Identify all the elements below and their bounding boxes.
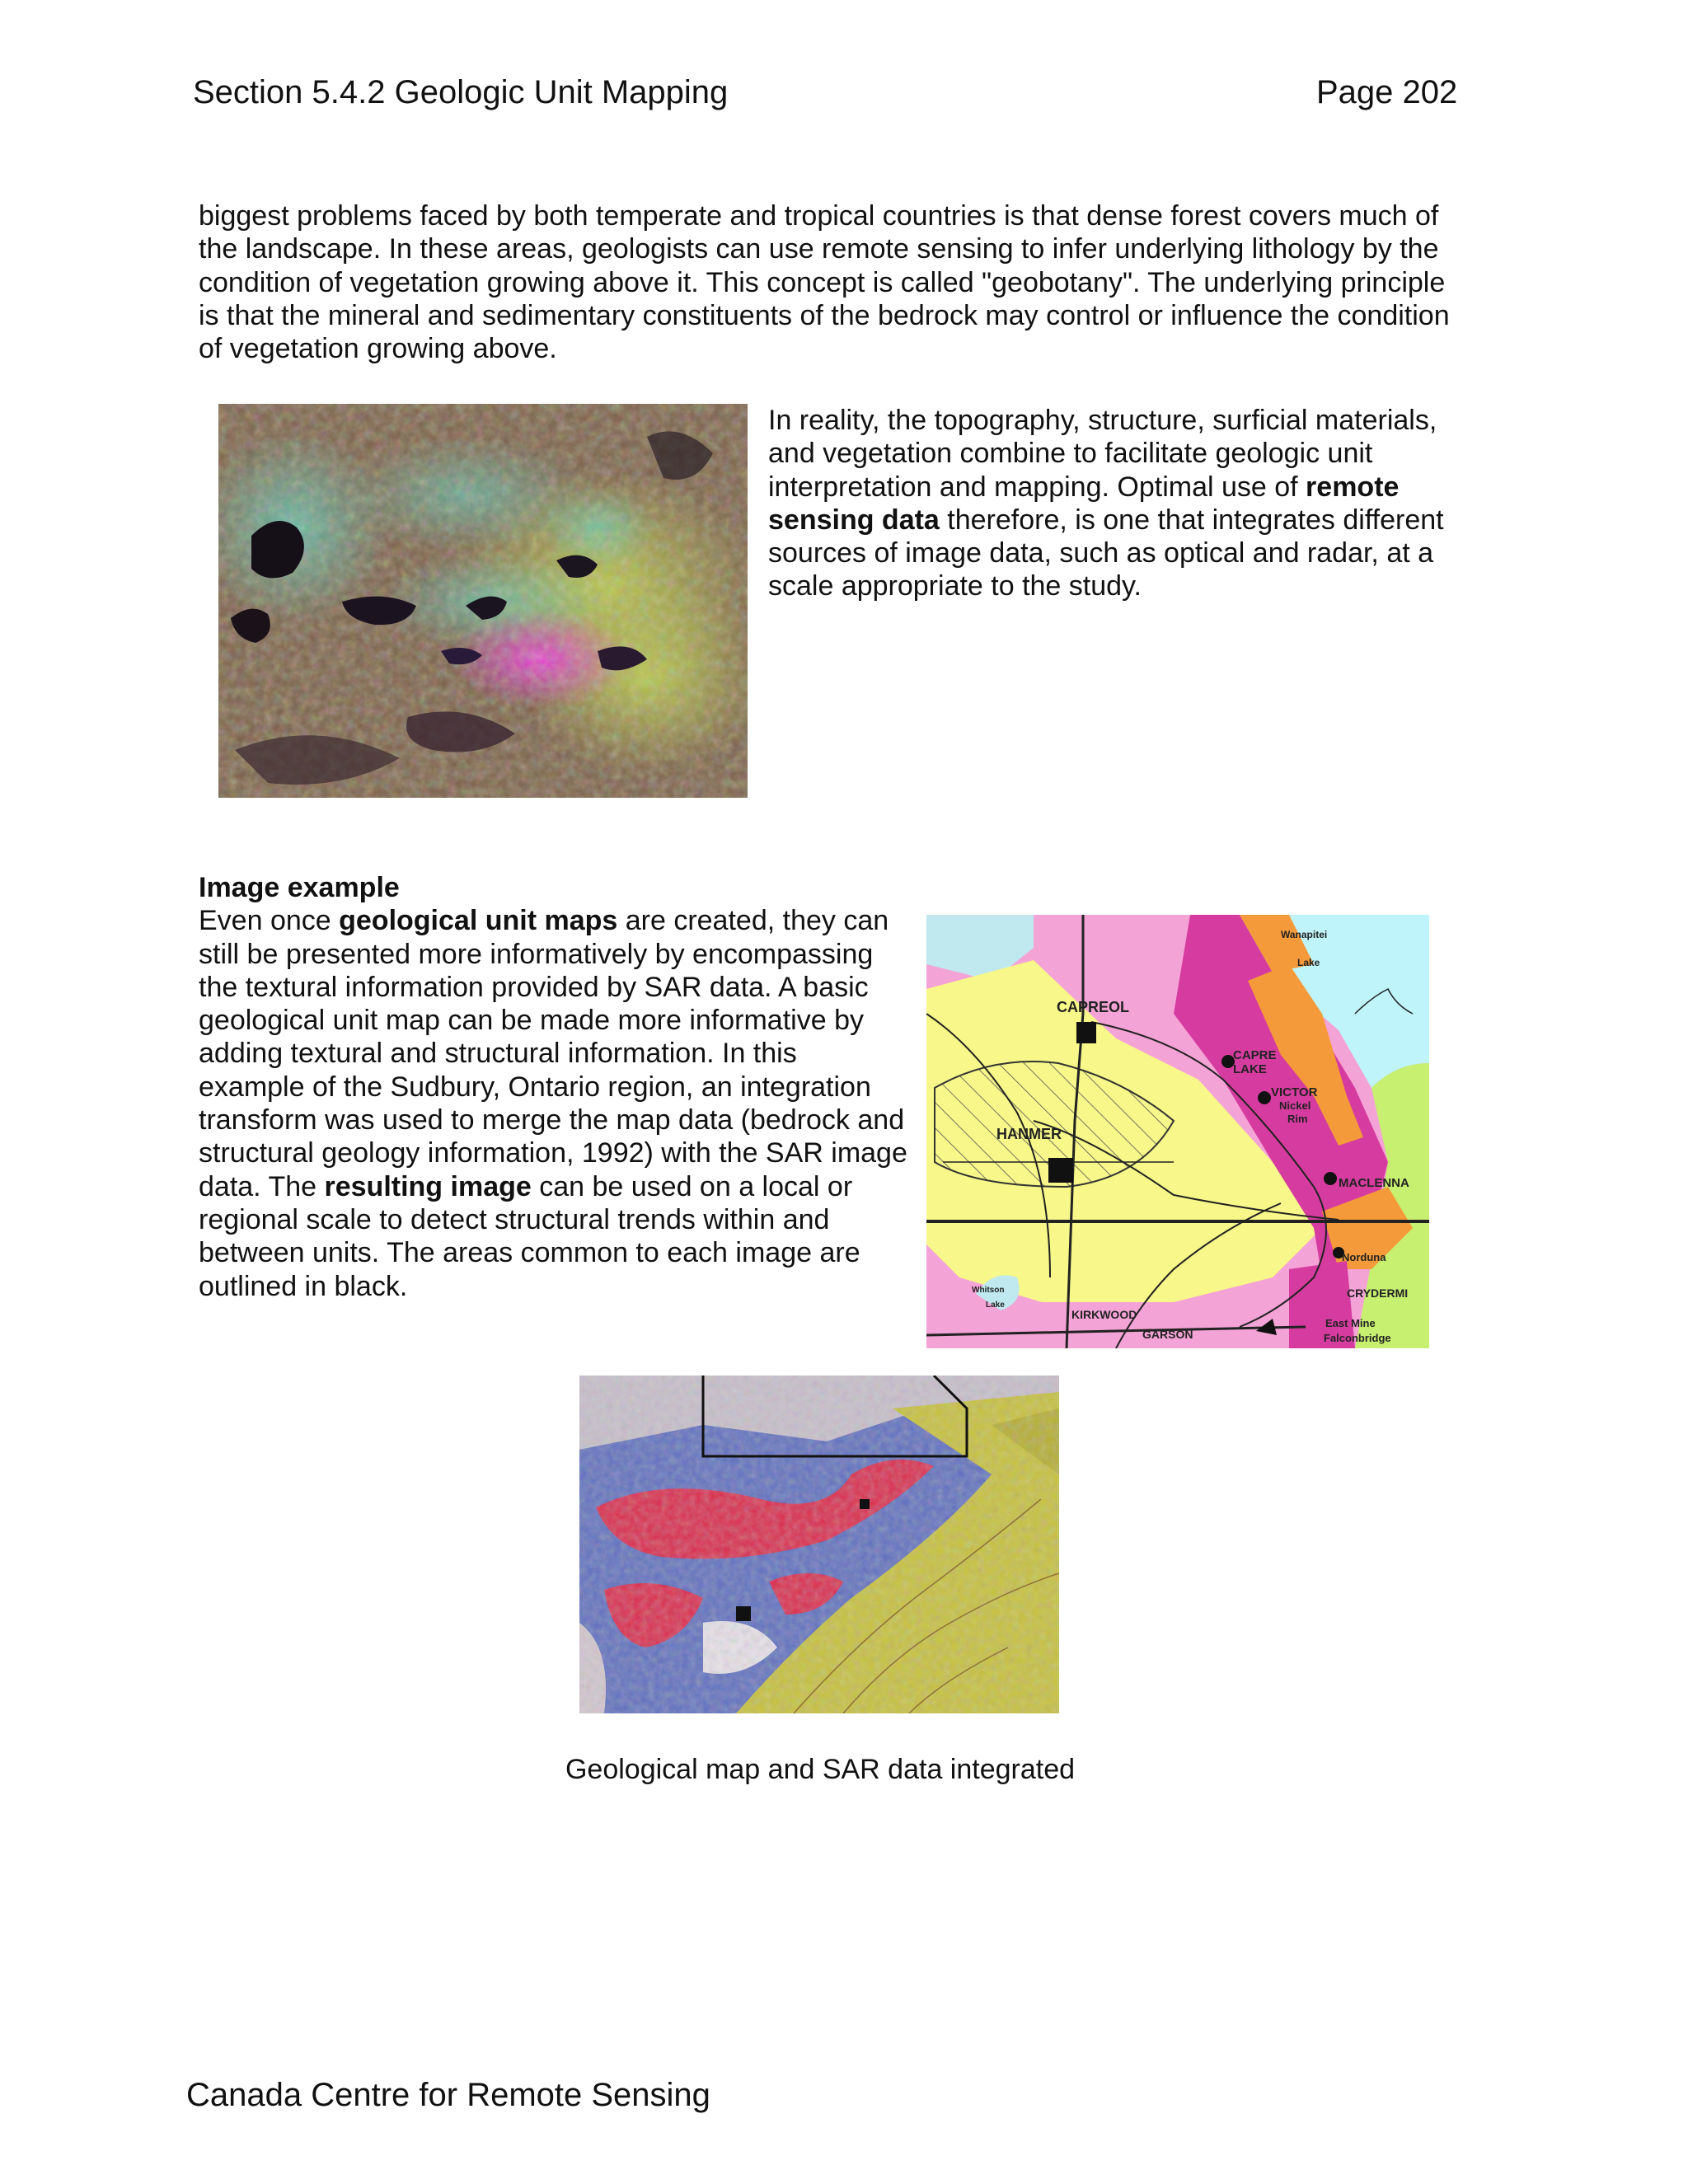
map-label: CAPREOL xyxy=(1057,999,1130,1015)
section-title: Section 5.4.2 Geologic Unit Mapping xyxy=(193,74,729,110)
bold-term: remote sensing data xyxy=(768,471,1400,536)
map-label: CRYDERMI xyxy=(1347,1286,1409,1300)
page-number: Page 202 xyxy=(1316,74,1458,110)
map-label: GARSON xyxy=(1142,1328,1193,1341)
integrated-image xyxy=(579,1376,1059,1713)
page-footer: Canada Centre for Remote Sensing xyxy=(186,2077,710,2113)
map-label: Lake xyxy=(986,1301,1005,1310)
map-label: Norduna xyxy=(1342,1251,1386,1263)
image-example-section: Image example Even once geological unit maps are created, they can still be presented more informatively by encompassing the textural information provided by SAR data. A basic geological unit map can be made more informative by adding textural and structural information. In this example of the Sudbury, Ontario region, an integration transform was used to merge the map data (bedrock and structural geology information, 1992) with the SAR image data. The resulting image can be used on a local or regional scale to detect structural trends within and between units. The areas common to each image are outlined in black. xyxy=(199,872,907,1302)
map-label: Whitson xyxy=(972,1286,1005,1295)
map-label: MACLENNA xyxy=(1339,1176,1409,1190)
satellite-image xyxy=(218,404,748,798)
geologic-map xyxy=(926,915,1429,1348)
map-label: Rim xyxy=(1287,1113,1308,1125)
map-label: Wanapitei xyxy=(1281,929,1328,940)
figure-caption: Geological map and SAR data integrated xyxy=(565,1754,1076,1785)
map-label: East Mine xyxy=(1325,1317,1376,1329)
map-label: CAPRE xyxy=(1233,1048,1277,1062)
map-label: KIRKWOOD xyxy=(1071,1308,1137,1321)
paragraph-geobotany: biggest problems faced by both temperate and tropical countries is that dense forest covers much of the landscape. In these areas, geologists can use remote sensing to infer underlying lithology by the condition of vegetation growing above it. This concept is called "geobotany". The underlying principle is that the mineral and sedimentary constituents of the bedrock may control or influence the condition of vegetation growing above. xyxy=(199,200,1450,365)
map-label: Nickel xyxy=(1279,1099,1311,1112)
map-label: Lake xyxy=(1297,957,1320,968)
map-label: VICTOR xyxy=(1271,1085,1318,1099)
paragraph-integration: In reality, the topography, structure, surficial materials, and vegetation combine to facilitate geologic unit interpretation and mapping. Optimal use of remote sensing data therefore, is one that integrates different sources of image data, such as optical and radar, at a scale appropriate to the study. xyxy=(768,405,1444,602)
map-label: LAKE xyxy=(1233,1062,1267,1076)
map-label: Falconbridge xyxy=(1324,1332,1391,1344)
bold-term: resulting image xyxy=(324,1170,532,1202)
map-label: HANMER xyxy=(996,1126,1062,1142)
bold-term: geological unit maps xyxy=(339,905,618,937)
section-heading: Image example xyxy=(199,872,400,903)
